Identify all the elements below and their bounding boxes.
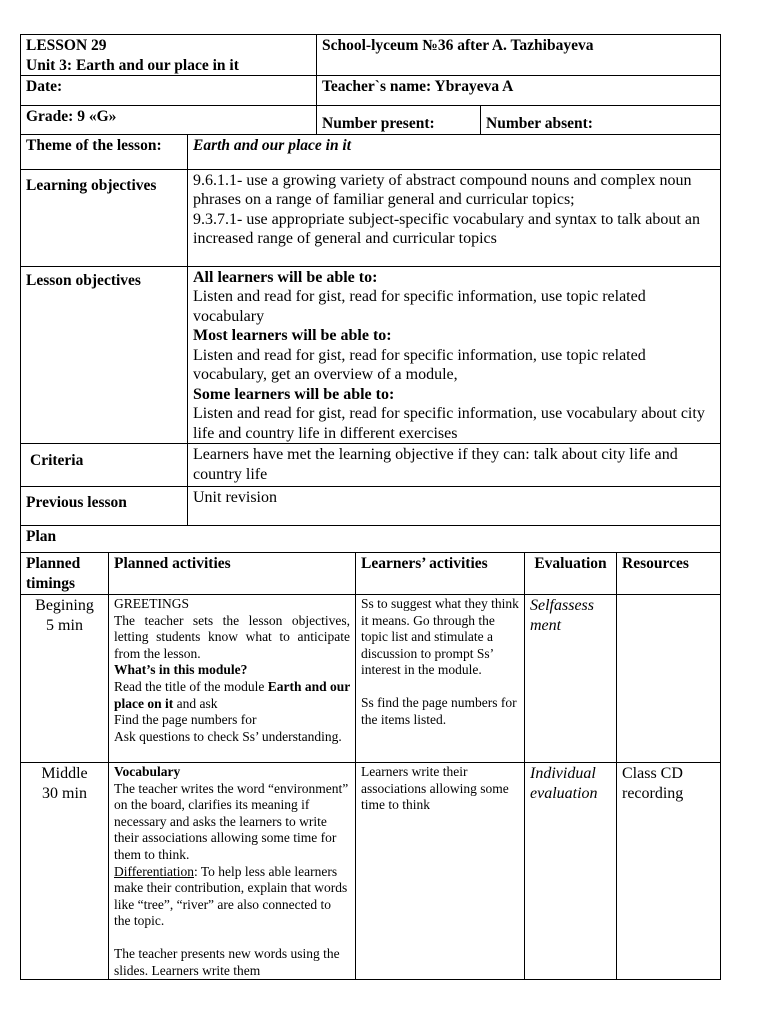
learners-text: Ss to suggest what they think it means. Go through the topic list and stimulate a discussion to prompt Ss’ interest in the module. (361, 596, 519, 678)
lesson-objectives-label: Lesson objectives (21, 266, 188, 444)
activity-text: Find the page numbers for (114, 712, 257, 728)
learners-text: Ss find the page numbers for the items listed. (361, 694, 517, 727)
previous-lesson-text: Unit revision (188, 487, 721, 526)
some-learners-text: Listen and read for gist, read for specific information, use vocabulary about city life and country life in different exercises (193, 405, 705, 442)
differentiation-body: : To help less able learners make their contribution, explain that words like “tree”, “river” are also connected to the topic. (114, 863, 348, 929)
module-question: What’s in this module? (114, 662, 248, 678)
criteria-label: Criteria (21, 444, 188, 487)
grade-label: Grade: 9 «G» (21, 106, 317, 135)
timing-cell (21, 763, 109, 980)
plan-table (20, 552, 721, 980)
resources-cell: Class CD recording (617, 763, 721, 980)
learning-objective-item: 9.6.1.1- use a growing variety of abstract compound nouns and complex noun phrases on a range of familiar general and curricular topics; (193, 171, 692, 208)
activity-text-part: Read the title of the module (114, 678, 268, 694)
table-row (21, 595, 721, 763)
teacher-name: Teacher`s name: Ybrayeva A (317, 76, 721, 106)
col-header-learners: Learners’ activities (356, 553, 525, 595)
number-present-label: Number present: (317, 106, 481, 135)
lesson-plan-page (20, 34, 720, 980)
number-absent-label: Number absent: (481, 106, 721, 135)
objectives-table (20, 134, 721, 554)
resources-cell (617, 595, 721, 763)
previous-lesson-label: Previous lesson (21, 487, 188, 526)
evaluation-cell: Selfassess ment (525, 595, 617, 763)
learners-cell (356, 763, 525, 980)
activity-text-part: and ask (173, 695, 218, 711)
col-header-activities: Planned activities (109, 553, 356, 595)
some-learners-heading: Some learners will be able to: (193, 385, 395, 403)
header-table (20, 34, 721, 135)
col-header-resources: Resources (617, 553, 721, 595)
activities-cell (109, 763, 356, 980)
lesson-objectives-text (188, 266, 721, 444)
timing-cell (21, 595, 109, 763)
timing-stage: Begining (35, 597, 94, 614)
module-title: Earth and our place on it (114, 678, 350, 711)
timing-minutes: 5 min (46, 616, 83, 634)
learning-objectives-label: Learning objectives (21, 169, 188, 266)
unit-title: Unit 3: Earth and our place in it (26, 56, 239, 74)
col-header-evaluation: Evaluation (525, 553, 617, 595)
col-header-timings: Planned timings (21, 553, 109, 595)
activity-text: Ask questions to check Ss’ understanding. (114, 728, 342, 744)
differentiation-label: Differentiation (114, 863, 194, 879)
lesson-cell (21, 35, 317, 76)
most-learners-heading: Most learners will be able to: (193, 327, 392, 344)
most-learners-text: Listen and read for gist, read for specific information, use topic related vocabulary, get an overview of a module, (193, 346, 646, 383)
differentiation-text (114, 864, 350, 930)
activity-text: The teacher presents new words using the slides. Learners write them (114, 945, 340, 978)
activity-text: The teacher writes the word “environment” on the board, clarifies its meaning if necessary and asks the learners to write their associations allowing some time for them to think. (114, 780, 349, 862)
vocabulary-heading: Vocabulary (114, 764, 181, 779)
criteria-text: Learners have met the learning objective if they can: talk about city life and country life (188, 444, 721, 487)
all-learners-text: Listen and read for gist, read for specific information, use topic related vocabulary (193, 288, 646, 325)
evaluation-cell: Individual evaluation (525, 763, 617, 980)
lesson-number: LESSON 29 (26, 37, 107, 54)
greetings-heading: GREETINGS (114, 596, 189, 611)
all-learners-heading: All learners will be able to: (193, 268, 378, 286)
learners-text: Learners write their associations allowing some time to think (361, 764, 509, 813)
theme-value: Earth and our place in it (188, 134, 721, 169)
learning-objective-item: 9.3.7.1- use appropriate subject-specific vocabulary and syntax to talk about an increased range of general and curricular topics (193, 210, 700, 247)
school-name: School-lyceum №36 after A. Tazhibayeva (317, 35, 721, 76)
activity-text: The teacher sets the lesson objectives, letting students know what to anticipate from the lesson. (114, 612, 350, 661)
activity-text (114, 679, 350, 712)
theme-label: Theme of the lesson: (21, 134, 188, 169)
timing-stage: Middle (41, 765, 88, 782)
timing-minutes: 30 min (42, 784, 87, 802)
table-row (21, 763, 721, 980)
learning-objectives-text (188, 169, 721, 266)
learners-cell (356, 595, 525, 763)
activities-cell (109, 595, 356, 763)
date-label: Date: (21, 76, 317, 106)
plan-heading: Plan (21, 526, 721, 553)
